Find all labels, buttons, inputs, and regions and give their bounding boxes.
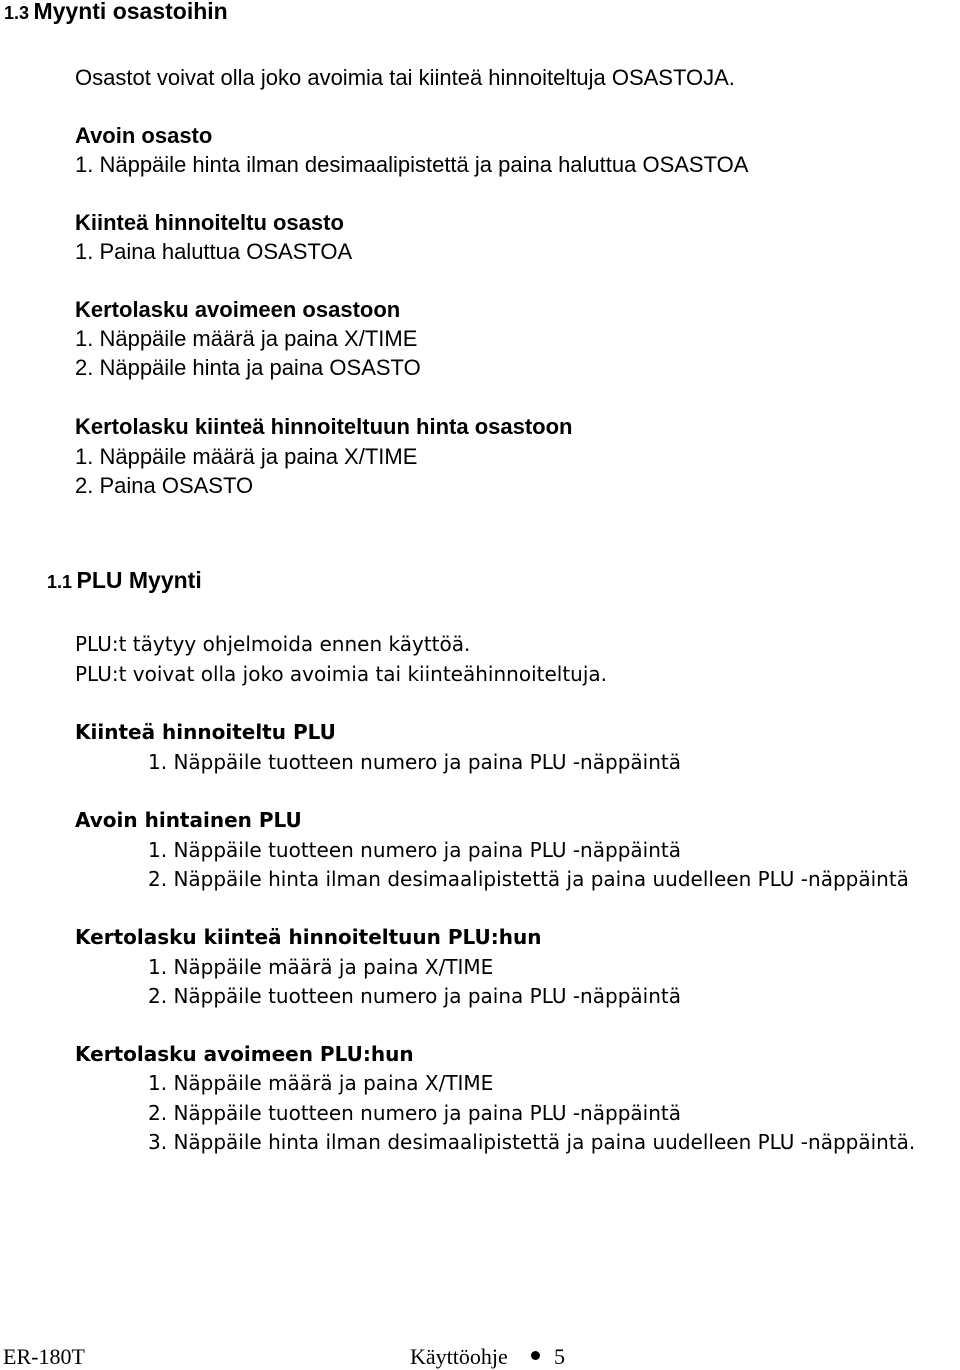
bullet-icon xyxy=(531,1351,540,1360)
step-item: 1. Näppäile määrä ja paina X/TIME xyxy=(148,955,494,979)
step-item: 1. Näppäile tuotteen numero ja paina PLU -näppäintä xyxy=(148,838,681,862)
subheading-multiply-fixed: Kertolasku kiinteä hinnoiteltuun hinta osastoon xyxy=(75,414,573,439)
footer-doc-name: Käyttöohje xyxy=(410,1344,508,1369)
section-intro: Osastot voivat olla joko avoimia tai kiinteä hinnoiteltuja OSASTOJA. xyxy=(75,65,735,90)
subheading-open-plu: Avoin hintainen PLU xyxy=(75,808,302,832)
subheading-multiply-open-plu: Kertolasku avoimeen PLU:hun xyxy=(75,1042,414,1066)
step-item: 1. Näppäile määrä ja paina X/TIME xyxy=(75,444,418,469)
step-item: 1. Näppäile määrä ja paina X/TIME xyxy=(75,326,418,351)
subheading-open-department: Avoin osasto xyxy=(75,123,213,148)
step-item: 1. Paina haluttua OSASTOA xyxy=(75,239,353,264)
step-item: 2. Näppäile hinta ja paina OSASTO xyxy=(75,355,421,380)
subheading-multiply-fixed-plu: Kertolasku kiinteä hinnoiteltuun PLU:hun xyxy=(75,925,542,949)
subheading-fixed-department: Kiinteä hinnoiteltu osasto xyxy=(75,210,344,235)
step-item: 1. Näppäile tuotteen numero ja paina PLU -näppäintä xyxy=(148,750,681,774)
subheading-multiply-open: Kertolasku avoimeen osastoon xyxy=(75,297,401,322)
section-number: 1.1 xyxy=(47,572,73,592)
section-intro-line: PLU:t täytyy ohjelmoida ennen käyttöä. xyxy=(75,632,471,656)
step-item: 2. Paina OSASTO xyxy=(75,473,254,498)
step-item: 3. Näppäile hinta ilman desimaalipistettä ja paina uudelleen PLU -näppäintä. xyxy=(148,1130,916,1154)
step-item: 2. Näppäile tuotteen numero ja paina PLU -näppäintä xyxy=(148,984,681,1008)
step-item: 2. Näppäile tuotteen numero ja paina PLU -näppäintä xyxy=(148,1101,681,1125)
subheading-fixed-plu: Kiinteä hinnoiteltu PLU xyxy=(75,720,336,744)
step-item: 1. Näppäile hinta ilman desimaalipistettä ja paina haluttua OSASTOA xyxy=(75,152,749,177)
section-intro-line: PLU:t voivat olla joko avoimia tai kiinteähinnoiteltuja. xyxy=(75,662,608,686)
section-heading-1-1 xyxy=(47,569,202,592)
section-heading-1-3 xyxy=(4,0,228,23)
footer-page-number: 5 xyxy=(554,1344,565,1369)
step-item: 2. Näppäile hinta ilman desimaalipistettä ja paina uudelleen PLU -näppäintä xyxy=(148,867,909,891)
section-title: Myynti osastoihin xyxy=(33,0,228,24)
section-number: 1.3 xyxy=(4,3,30,23)
section-title: PLU Myynti xyxy=(76,567,202,593)
footer-model: ER-180T xyxy=(3,1344,85,1369)
step-item: 1. Näppäile määrä ja paina X/TIME xyxy=(148,1071,494,1095)
